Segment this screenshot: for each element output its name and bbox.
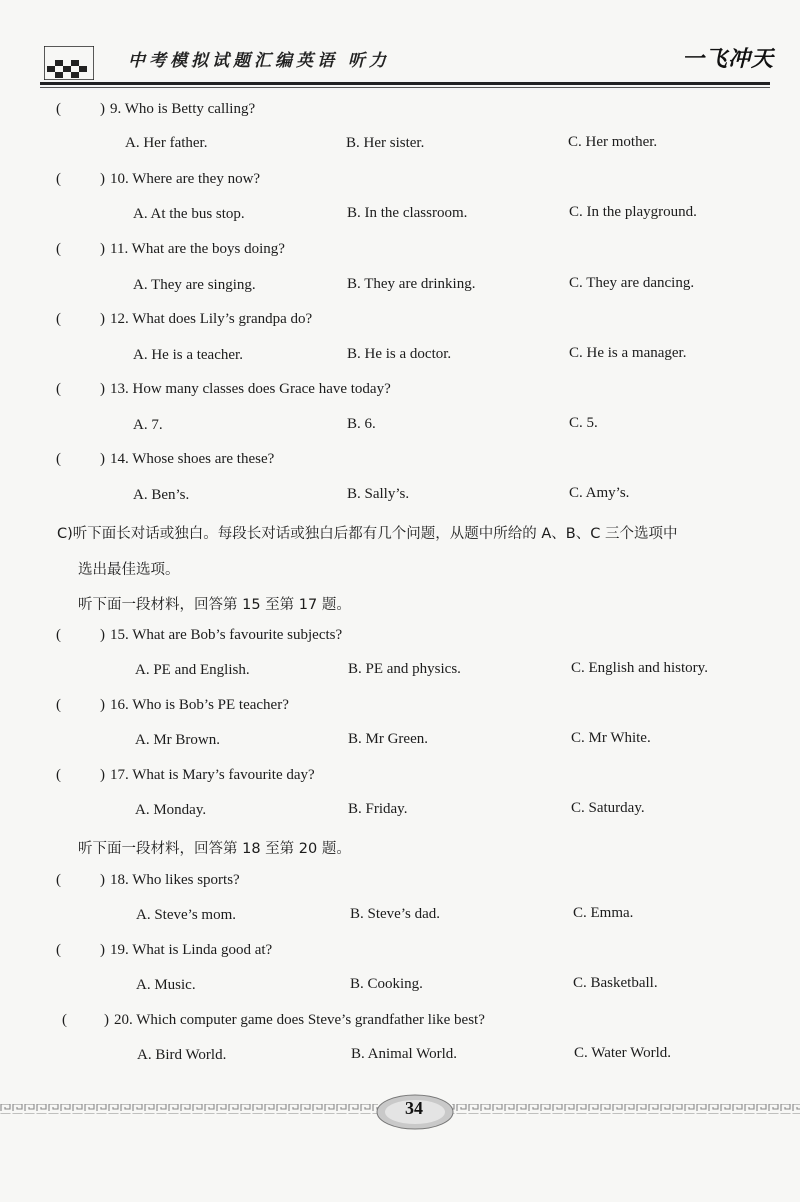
answer-blank-close: ) (100, 942, 105, 958)
question-text: 12. What does Lily’s grandpa do? (110, 311, 313, 327)
answer-blank-close: ) (100, 171, 105, 187)
question-text: 18. Who likes sports? (110, 872, 240, 888)
question-item (0, 171, 800, 197)
section-c-instruction: C)听下面长对话或独白。每段长对话或独白后都有几个问题，从题中所给的 A、B、C 三个选项中 (57, 526, 678, 542)
question-text: 13. How many classes does Grace have today? (110, 381, 391, 397)
option-a: A. Music. (136, 977, 196, 993)
option-a: A. Mr Brown. (135, 732, 220, 748)
option-a: A. Her father. (125, 135, 208, 151)
question-text: 9. Who is Betty calling? (110, 101, 256, 117)
option-c: C. 5. (569, 415, 598, 431)
question-text: 17. What is Mary’s favourite day? (110, 767, 315, 783)
material-heading: 听下面一段材料，回答第 18 至第 20 题。 (78, 841, 351, 857)
answer-blank-open[interactable]: ( (62, 1012, 67, 1028)
answer-blank-close: ) (100, 767, 105, 783)
option-b: B. Mr Green. (348, 731, 428, 747)
option-a: A. He is a teacher. (133, 347, 243, 363)
question-item (0, 101, 800, 127)
answer-blank-open[interactable]: ( (56, 381, 61, 397)
option-c: C. Saturday. (571, 800, 645, 816)
answer-blank-open[interactable]: ( (56, 171, 61, 187)
answer-blank-close: ) (100, 241, 105, 257)
page-footer (0, 1092, 800, 1142)
page-header (0, 0, 800, 92)
question-text: 15. What are Bob’s favourite subjects? (110, 627, 343, 643)
question-item (0, 942, 800, 968)
option-c: C. Her mother. (568, 134, 658, 150)
answer-blank-open[interactable]: ( (56, 451, 61, 467)
question-text: 14. Whose shoes are these? (110, 451, 275, 467)
question-text: 16. Who is Bob’s PE teacher? (110, 697, 289, 713)
option-b: B. Sally’s. (347, 486, 410, 502)
option-c: C. Emma. (573, 905, 634, 921)
option-c: C. Water World. (574, 1045, 672, 1061)
question-item (0, 697, 800, 723)
option-c: C. Mr White. (571, 730, 651, 746)
answer-blank-open[interactable]: ( (56, 942, 61, 958)
question-text: 11. What are the boys doing? (110, 241, 285, 257)
answer-blank-open[interactable]: ( (56, 872, 61, 888)
option-c: C. Amy’s. (569, 485, 630, 501)
question-text: 10. Where are they now? (110, 171, 261, 187)
option-b: B. Friday. (348, 801, 408, 817)
option-b: B. Cooking. (350, 976, 423, 992)
section-c-instruction-cont: 选出最佳选项。 (78, 562, 180, 578)
answer-blank-open[interactable]: ( (56, 311, 61, 327)
checker-logo-icon (44, 46, 94, 80)
option-b: B. Steve’s dad. (350, 906, 440, 922)
answer-blank-open[interactable]: ( (56, 101, 61, 117)
option-b: B. They are drinking. (347, 276, 476, 292)
answer-blank-open[interactable]: ( (56, 241, 61, 257)
option-b: B. He is a doctor. (347, 346, 452, 362)
question-item (0, 381, 800, 407)
option-b: B. In the classroom. (347, 205, 468, 221)
option-b: B. 6. (347, 416, 376, 432)
answer-blank-open[interactable]: ( (56, 627, 61, 643)
answer-blank-close: ) (100, 872, 105, 888)
answer-blank-open[interactable]: ( (56, 767, 61, 783)
answer-blank-close: ) (100, 311, 105, 327)
answer-blank-close: ) (100, 101, 105, 117)
answer-blank-close: ) (100, 381, 105, 397)
book-title: 中考模拟试题汇编英语 听力 (128, 51, 390, 71)
option-a: A. Steve’s mom. (136, 907, 236, 923)
question-text: 19. What is Linda good at? (110, 942, 273, 958)
option-c: C. He is a manager. (569, 345, 687, 361)
header-divider (40, 82, 770, 85)
option-c: C. Basketball. (573, 975, 658, 991)
question-item (0, 311, 800, 337)
answer-blank-close: ) (100, 451, 105, 467)
option-a: A. Monday. (135, 802, 207, 818)
answer-blank-close: ) (100, 697, 105, 713)
option-a: A. 7. (133, 417, 163, 433)
question-item (0, 872, 800, 898)
question-item (0, 627, 800, 653)
question-text: 20. Which computer game does Steve’s grandfather like best? (114, 1012, 485, 1028)
question-item (0, 451, 800, 477)
option-b: B. Animal World. (351, 1046, 458, 1062)
option-a: A. PE and English. (135, 662, 250, 678)
answer-blank-open[interactable]: ( (56, 697, 61, 713)
option-b: B. PE and physics. (348, 661, 461, 677)
answer-blank-close: ) (100, 627, 105, 643)
page-number: 34 (405, 1098, 423, 1118)
question-item (0, 1012, 800, 1038)
option-c: C. They are dancing. (569, 275, 695, 291)
option-a: A. They are singing. (133, 277, 256, 293)
option-c: C. English and history. (571, 660, 708, 676)
material-heading: 听下面一段材料，回答第 15 至第 17 题。 (78, 597, 351, 613)
option-a: A. Bird World. (137, 1047, 227, 1063)
question-item (0, 241, 800, 267)
option-a: A. At the bus stop. (133, 206, 245, 222)
option-b: B. Her sister. (346, 135, 425, 151)
answer-blank-close: ) (104, 1012, 109, 1028)
option-c: C. In the playground. (569, 204, 697, 220)
question-item (0, 767, 800, 793)
brand-name: 一飞冲天 (681, 47, 774, 72)
header-divider-thin (40, 87, 770, 88)
option-a: A. Ben’s. (133, 487, 190, 503)
